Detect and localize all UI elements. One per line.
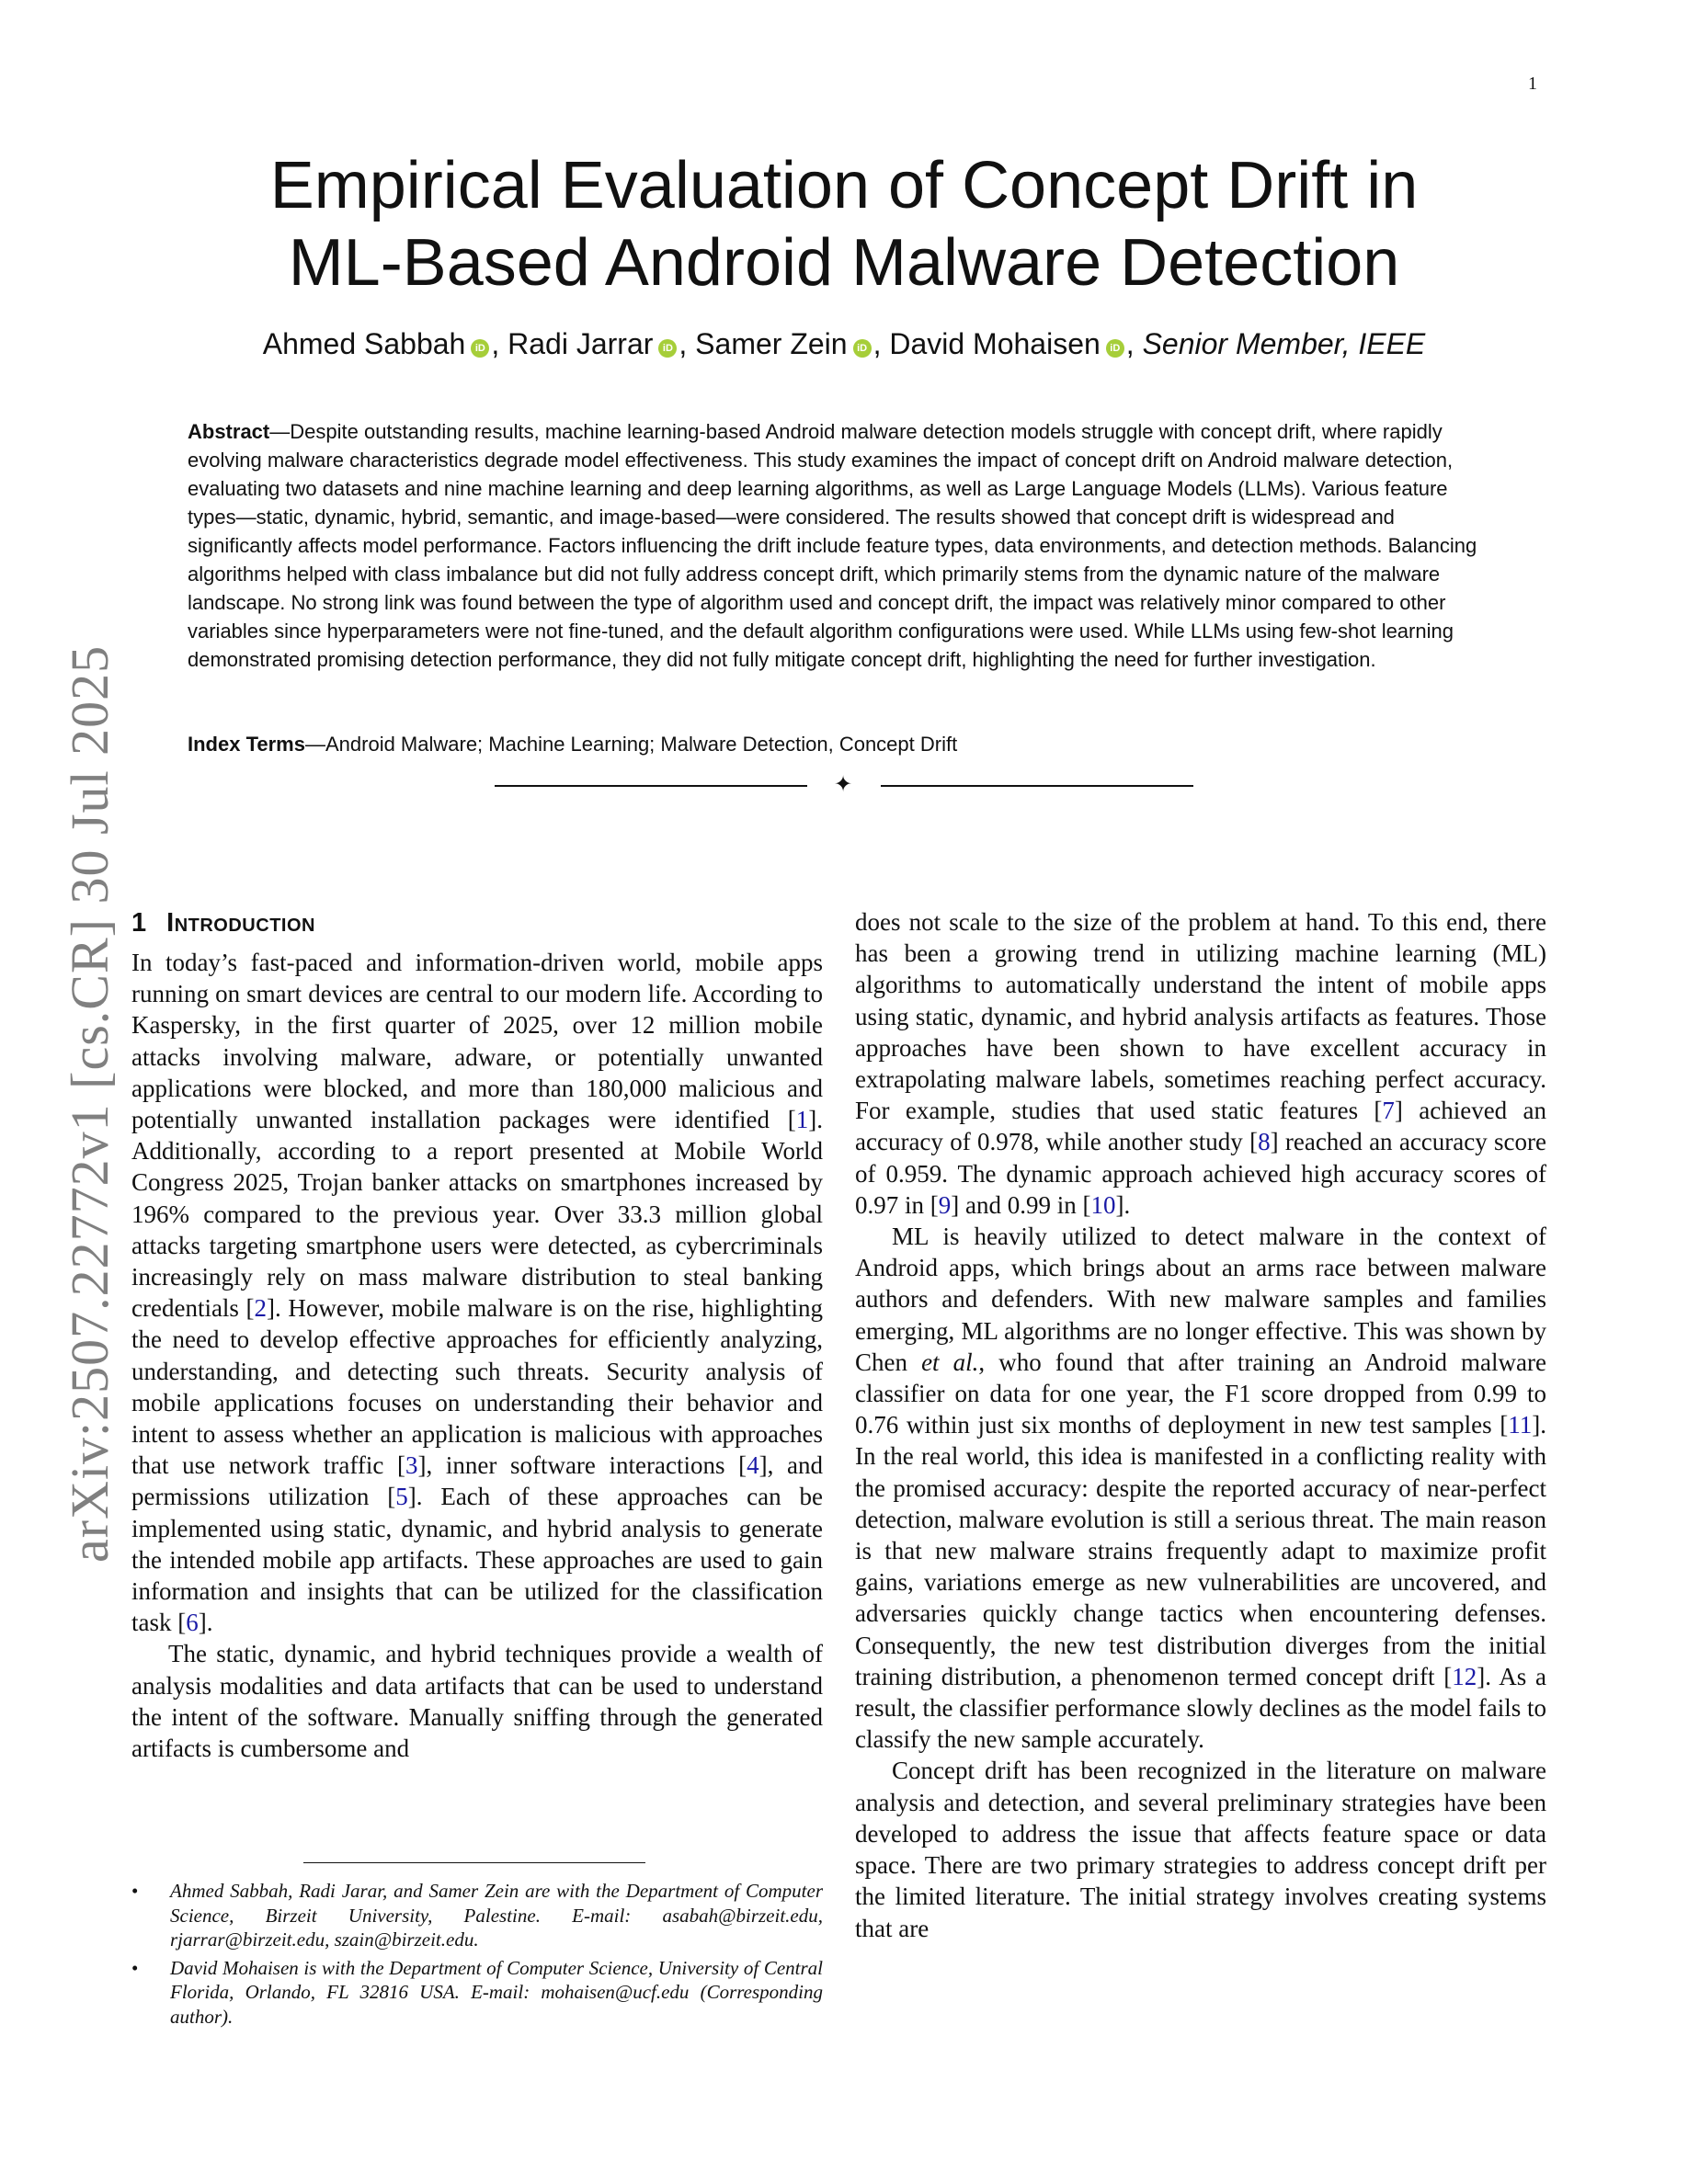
footnote	[131, 1879, 823, 1952]
footnote	[131, 1956, 823, 2030]
text-run: ].	[1115, 1190, 1131, 1219]
text-run: ] reached an accuracy score of 0.959. The dynamic approach achieved high accuracy scores of 0.97 in [	[855, 1128, 1547, 1219]
index-terms	[188, 730, 1491, 758]
text-run: ] achieved an accuracy of 0.978, while another study [	[855, 1097, 1546, 1156]
page-number: 1	[1528, 74, 1537, 94]
text-run: ].	[198, 1609, 213, 1637]
section-title: Introduction	[166, 908, 315, 938]
paragraph	[131, 947, 823, 1638]
citation-link[interactable]: 10	[1090, 1190, 1116, 1219]
text-run: ]. As a result, the classifier performance slowly declines as the model fails to classify the new sample accurately.	[855, 1662, 1547, 1754]
paragraph	[855, 906, 1546, 1221]
citation-link[interactable]: 3	[405, 1451, 418, 1480]
footnotes	[131, 1879, 823, 2032]
footnote-rule	[303, 1862, 645, 1863]
author-name: Ahmed Sabbah	[262, 327, 466, 360]
section-number: 1	[131, 908, 147, 938]
index-terms-text: —Android Malware; Machine Learning; Malware Detection, Concept Drift	[304, 733, 958, 756]
author-name: Radi Jarrar	[508, 327, 654, 360]
text-run: ], and permissions utilization [	[131, 1451, 823, 1511]
orcid-icon[interactable]: iD	[471, 339, 489, 358]
citation-link[interactable]: 4	[747, 1451, 759, 1480]
index-terms-label: Index Terms	[188, 733, 305, 756]
citation-link[interactable]: 7	[1382, 1097, 1395, 1125]
text-run: ]. In the real world, this idea is manifested in a conflicting reality with the promised accuracy: despite the reported accuracy of near-perfect detection, malware evolution is still a serious threat. The main reason is that new malware strains frequently adapt to maximize profit gains, variations emerge as new vulnerabilities are uncovered, and adversaries quickly change tactics when encountering defenses. Consequently, the new test distribution diverges from the initial training distribution, a phenomenon termed concept drift [	[855, 1411, 1546, 1690]
text-run: et al.	[921, 1348, 979, 1376]
text-run: ] and 0.99 in [	[951, 1190, 1091, 1219]
title-line: Empirical Evaluation of Concept Drift in	[269, 149, 1419, 222]
text-run: ], inner software interactions [	[417, 1451, 747, 1480]
orcid-icon[interactable]: iD	[658, 339, 677, 358]
citation-link[interactable]: 5	[395, 1483, 408, 1511]
citation-link[interactable]: 6	[186, 1609, 199, 1637]
text-run: ]. However, mobile malware is on the rise, highlighting the need to develop effective approaches for efficiently analyzing, understanding, and detecting such threats. Security analysis of mobile applications focuses on understanding their behavior and intent to assess whether an application is malicious with approaches that use network traffic [	[131, 1294, 823, 1480]
separator-line	[881, 785, 1193, 787]
title-line: ML-Based Android Malware Detection	[288, 226, 1400, 300]
text-run: , who found that after training an Android malware classifier on data for one year, the F1 score dropped from 0.99 to 0.76 within just six months of deployment in new test samples [	[855, 1348, 1546, 1439]
citation-link[interactable]: 12	[1452, 1662, 1477, 1690]
abstract	[188, 417, 1491, 674]
bullet-icon: •	[131, 1956, 139, 1979]
diamond-icon: ✦	[834, 773, 853, 797]
citation-link[interactable]: 2	[254, 1294, 268, 1323]
right-column	[855, 906, 1546, 1944]
paragraph: Concept drift has been recognized in the literature on malware analysis and detection, and several preliminary strategies have been developed to address the issue that affects feature space or data space. There are two primary strategies to address concept drift per the limited literature. The initial strategy involves creating systems that are	[855, 1757, 1546, 1942]
citation-link[interactable]: 8	[1258, 1128, 1271, 1156]
orcid-icon[interactable]: iD	[853, 339, 872, 358]
text-run: In today’s fast-paced and information-driven world, mobile apps running on smart devices are central to our modern life. According to Kaspersky, in the first quarter of 2025, over 12 million mobile attacks involving malware, adware, or potentially unwanted applications were blocked, and more than 180,000 malicious and potentially unwanted installation packages were identified [	[131, 949, 823, 1134]
abstract-label: Abstract	[188, 420, 270, 443]
footnote-text: David Mohaisen is with the Department of Computer Science, University of Central Florida, Orlando, FL 32816 USA. E-mail: mohaisen@ucf.edu (Corresponding author).	[170, 1956, 823, 2028]
section-separator	[495, 774, 1193, 796]
paragraph	[855, 1221, 1546, 1755]
section-heading	[131, 906, 823, 939]
left-column	[131, 906, 823, 1764]
author-list: Ahmed Sabbah iD , Radi Jarrar iD , Samer Zein iD , David Mohaisen iD , Senior Member, IEEE	[262, 327, 1426, 360]
bullet-icon: •	[131, 1880, 139, 1902]
arxiv-identifier: arXiv:2507.22772v1 [cs.CR] 30 Jul 2025	[60, 644, 120, 1563]
citation-link[interactable]: 1	[795, 1106, 809, 1134]
abstract-text: —Despite outstanding results, machine learning-based Android malware detection models struggle with concept drift, where rapidly evolving malware characteristics degrade model effectiveness. This study examines the impact of concept drift on Android malware detection, evaluating two datasets and nine machine learning and deep learning algorithms, as well as Large Language Models (LLMs). Various feature types—static, dynamic, hybrid, semantic, and image-based—were considered. The results showed that concept drift is widespread and significantly affects model performance. Factors influencing the drift include feature types, data environments, and detection methods. Balancing algorithms helped with class imbalance but did not fully address concept drift, which primarily stems from the dynamic nature of the malware landscape. No strong link was found between the type of algorithm used and concept drift, the impact was relatively minor compared to other variables since hyperparameters were not fine-tuned, and the default algorithm configurations were used. While LLMs using few-shot learning demonstrated promising detection performance, they did not fully mitigate concept drift, highlighting the need for further investigation.	[188, 420, 1477, 671]
citation-link[interactable]: 9	[938, 1190, 952, 1219]
separator-line	[495, 785, 807, 787]
orcid-icon[interactable]: iD	[1106, 339, 1124, 358]
text-run: ML is heavily utilized to detect malware in the context of Android apps, which brings about an arms race between malware authors and defenders. With new malware samples and families emerging, ML algorithms are no longer effective. This was shown by Chen	[855, 1223, 1546, 1376]
citation-link[interactable]: 11	[1508, 1411, 1533, 1439]
text-run: ]. Additionally, according to a report presented at Mobile World Congress 2025, Trojan banker attacks on smartphones increased by 196% compared to the previous year. Over 33.3 million global attacks targeting smartphone users were detected, as cybercriminals increasingly rely on mass malware distribution to steal banking credentials [	[131, 1106, 823, 1323]
author-membership: Senior Member, IEEE	[1142, 327, 1426, 360]
paragraph: The static, dynamic, and hybrid techniques provide a wealth of analysis modalities and data artifacts that can be used to understand the intent of the software. Manually sniffing through the generated artifacts is cumbersome and	[131, 1640, 823, 1763]
footnote-text: Ahmed Sabbah, Radi Jarar, and Samer Zein are with the Department of Computer Science, Birzeit University, Palestine. E-mail: asabah@birzeit.edu, rjarrar@birzeit.edu, szain@birzeit.edu.	[170, 1880, 823, 1951]
paper-title	[0, 147, 1688, 301]
text-run: does not scale to the size of the problem at hand. To this end, there has been a growing trend in utilizing machine learning (ML) algorithms to automatically understand the intent of mobile apps using static, dynamic, and hybrid analysis artifacts as features. Those approaches have been shown to have excellent accuracy in extrapolating malware labels, sometimes reaching perfect accuracy. For example, studies that used static features [	[855, 908, 1546, 1125]
author-name: David Mohaisen	[889, 327, 1101, 360]
text-run: ]. Each of these approaches can be implemented using static, dynamic, and hybrid analysis to generate the intended mobile app artifacts. These approaches are used to gain information and insights that can be utilized for the classification task [	[131, 1483, 823, 1637]
author-name: Samer Zein	[695, 327, 848, 360]
